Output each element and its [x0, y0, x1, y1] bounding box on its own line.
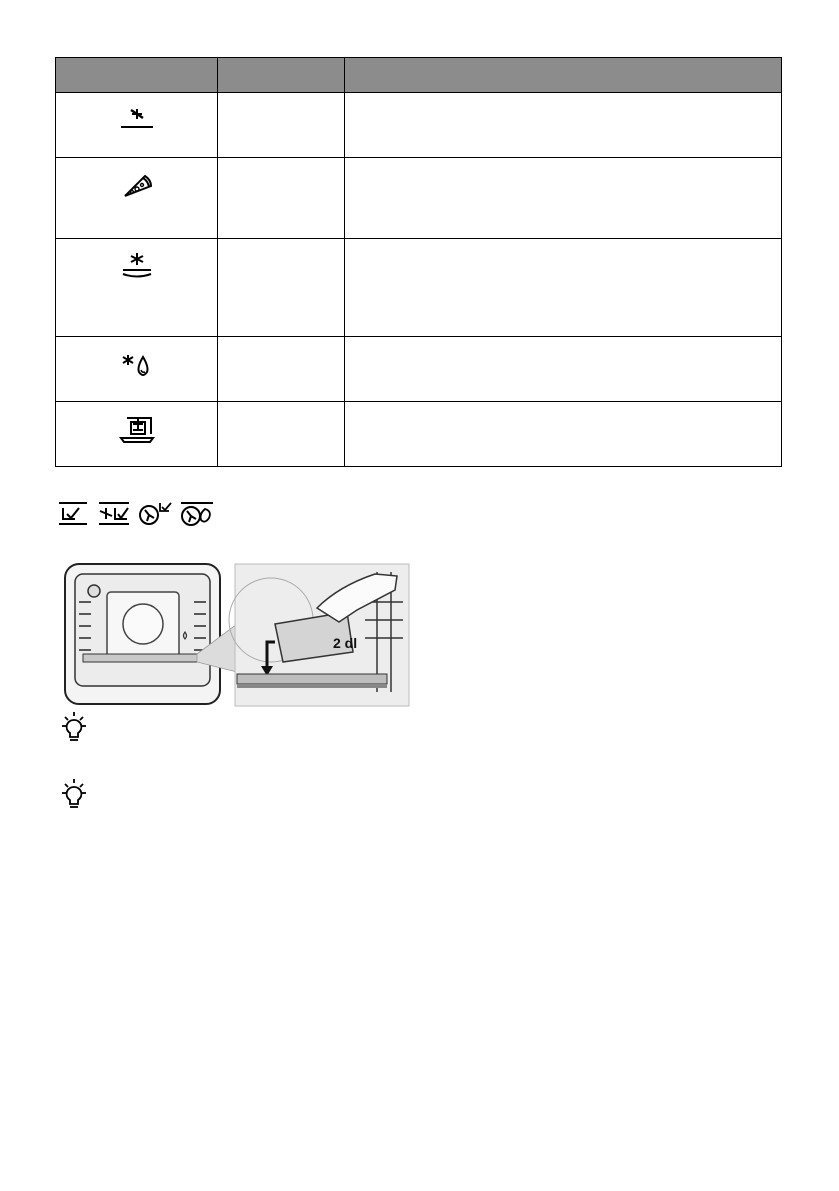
table-row: [56, 239, 782, 337]
header-symbol: [56, 58, 218, 93]
function-name-cell: [218, 158, 345, 239]
header-description: [345, 58, 782, 93]
steam-defrost-icon: [117, 349, 157, 379]
eco-hot-air-icon: [137, 500, 173, 528]
table-row: [56, 158, 782, 239]
symbol-cell: [56, 402, 218, 467]
eco-fan-bottom-icon: [97, 500, 131, 528]
table-header-row: [56, 58, 782, 93]
function-name-cell: [218, 402, 345, 467]
table-row: [56, 402, 782, 467]
pizza-icon: [117, 170, 157, 200]
lightbulb-tip-icon: [56, 710, 92, 746]
description-cell: [345, 402, 782, 467]
symbol-cell: [56, 337, 218, 402]
symbol-cell: [56, 93, 218, 158]
plate-warming-icon: [117, 414, 157, 444]
description-cell: [345, 93, 782, 158]
function-name-cell: [218, 239, 345, 337]
description-cell: [345, 158, 782, 239]
oven-cavity-drawing: [65, 564, 220, 704]
function-name-cell: [218, 93, 345, 158]
bottom-heat-fan-icon: [117, 105, 157, 131]
table-row: [56, 93, 782, 158]
defrost-icon: [117, 251, 157, 281]
table-row: [56, 337, 782, 402]
water-amount-label: 2 dl: [333, 635, 358, 651]
header-function: [218, 58, 345, 93]
symbol-cell: [56, 239, 218, 337]
oven-water-illustration: [57, 562, 412, 708]
function-name-cell: [218, 337, 345, 402]
lightbulb-tip-icon: [56, 777, 92, 813]
description-cell: [345, 337, 782, 402]
zoomed-pour-drawing: [229, 564, 409, 706]
description-cell: [345, 239, 782, 337]
eco-bottom-heat-icon: [57, 500, 89, 528]
oven-functions-table: [55, 57, 782, 467]
eco-hot-air-top-icon: [179, 500, 215, 528]
symbol-cell: [56, 158, 218, 239]
